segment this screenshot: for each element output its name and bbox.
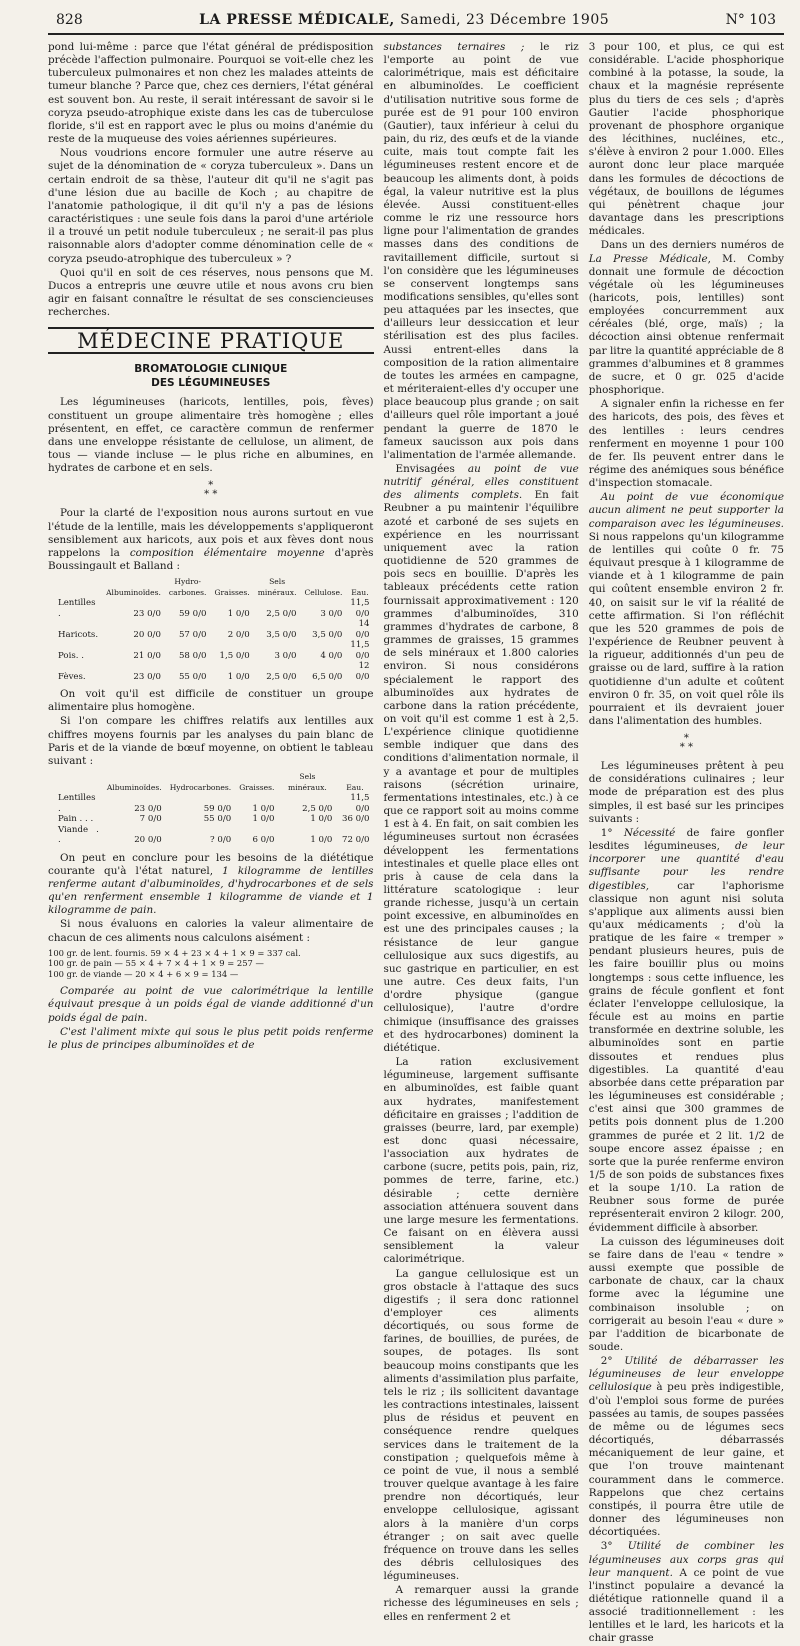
issue-date: Samedi, 23 Décembre 1905 (400, 12, 610, 28)
table-header: Sels minéraux. (288, 772, 327, 792)
table-header: Hydro-carbones. (168, 577, 207, 597)
text-italic: Utilité de combiner les légumineuses aux corps gras qui leur manquent. (588, 1540, 784, 1579)
text-italic: composition élémentaire moyenne (129, 546, 325, 559)
table-header (54, 577, 102, 598)
table-cell: 14 0/0 (355, 619, 370, 640)
text: Pour la clarté de l'exposition nous aurons surtout en vue l'étude de la lentille, mais les développements s'appliqueront sensiblement aux haricots, aux pois et aux fèves dont nous rappelons la (48, 507, 374, 559)
stars-separator: * * * (204, 480, 218, 501)
table-row (54, 814, 374, 825)
calorie-calculation (48, 948, 374, 980)
text-italic: substances ternaires ; (383, 41, 525, 53)
column-2 (383, 41, 579, 1623)
calc-line: 100 gr. de pain — 55 × 4 + 7 × 4 + 1 × 9 = 257 — (48, 958, 264, 969)
page-number: 828 (56, 12, 83, 28)
text-italic: La Presse Médicale (588, 252, 708, 265)
table-header: Hydrocarbones. (169, 782, 232, 792)
table-cell: 12 0/0 (355, 661, 370, 682)
table-cell: 58 0/0 (178, 650, 207, 661)
paragraph (48, 852, 374, 918)
journal-name: LA PRESSE MÉDICALE, (199, 12, 395, 28)
table-header-row (54, 772, 374, 793)
table-cell: 1 0/0 (310, 835, 333, 846)
paragraph: Les légumineuses (haricots, lentilles, pois, fèves) constituent un groupe alimentaire très homogène ; elles présentent, en effet, ce caractère commun de renfermer dans une enveloppe résistante de cellulose, un aliment, de tous — viande incluse — le plus riche en albumines, en hydrates de carbone et en sels. (48, 396, 374, 475)
table-header: Graisses. (239, 782, 275, 792)
text: 3° (600, 1540, 628, 1553)
paragraph: Les légumineuses prêtent à peu de considérations culinaires ; leur mode de préparation est des plus simples, il est basé sur les principes suivants : (588, 760, 784, 825)
text: A ce point de vue l'instinct populaire a devancé la diététique rationnelle quand il a associé traditionnellement : les lentilles et le lard, les haricots et la chair grasse (588, 1566, 784, 1645)
table-cell: 2 0/0 (227, 629, 250, 640)
comparison-table (54, 772, 374, 846)
table-cell: 3 0/0 (320, 608, 343, 619)
text: Si nous rappelons qu'un kilogramme de lentilles qui coûte 0 fr. 75 équivaut presque à 1 kilogramme de viande et à 1 kilogramme de pain qui coûtent ensemble environ 2 fr. 40, on saisit sur le vif la réalité de cette affirmation. Si l'on réfléchit que les 520 grammes de pois de l'expérience de Reubner peuvent à la rigueur, additionnés d'un peu de graisse ou de lard, suffire à la ration quotidienne d'un adulte et coûtent environ 0 fr. 35, on voit quel rôle ils pourraient et ils devraient jouer dans l'alimentation des humbles. (588, 530, 784, 727)
table-cell: 1 0/0 (252, 814, 275, 825)
table-row (54, 793, 374, 814)
table-row (54, 661, 374, 682)
column-3 (588, 41, 785, 1645)
table-row (54, 825, 374, 846)
text: de faire gonfler lesdites légumineuses, (588, 826, 785, 853)
paragraph: La gangue cellulosique est un gros obstacle à l'attaque des sucs digestifs ; il sera donc rationnel d'employer ces aliments décortiqués, ou sous forme de farines, de bouillies, de purées, de soupes, de potages. Ils sont beaucoup moins constipants que les aliments d'assimilation plus parfaite, tels le riz ; ils sollicitent davantage les contractions intestinales, laissent plus de résidus et peuvent en conséquence rendre quelques services dans le traitement de la constipation ; quelquefois même à ce point de vue, il nous a semblé trouver quelque avantage à les faire prendre non décortiqués, leur enveloppe cellulosique, agissant alors à la manière d'un corps étranger ; on sait avec quelle fréquence on trouve dans les selles des débris cellulosiques des légumineuses. (383, 1267, 579, 1583)
table-cell: 1 0/0 (227, 608, 250, 619)
table-cell: 23 0/0 (133, 608, 161, 619)
table-header (54, 772, 103, 793)
section-title: MÉDECINE PRATIQUE (48, 335, 374, 354)
paragraph: La ration exclusivement légumineuse, largement suffisante en albuminoïdes, est faible quant aux hydrates, manifestement déficitaire en graisses ; l'addition de graisses (beurre, lard, par exemple) est donc quasi nécessaire, l'association aux hydrates de carbone (sucre, petits pois, pain, riz, pommes de terre, farine, etc.) désirable ; cette dernière association atténuera souvent dans une large mesure les fermentations. Ce faisant on en élèvera aussi sensiblement la valeur calorimétrique. (383, 1056, 579, 1266)
table-cell: 2,5 0/0 (302, 803, 333, 814)
table-header: Sels minéraux. (257, 577, 297, 597)
paragraph (384, 41, 579, 462)
table-cell: 4 0/0 (320, 650, 343, 661)
paragraph: On voit qu'il est difficile de constituer un groupe alimentaire plus homogène. (48, 688, 374, 714)
table-header: Eau. (351, 587, 369, 597)
table-cell: 3 0/0 (274, 650, 297, 661)
text: En fait Reubner a pu maintenir l'équilibre azoté et carboné de ses sujets en expérience en les nourrissant uniquement avec la ration quotidienne de 520 grammes de pois secs en bouillie. D'après les tableaux précédents cette ration fournissait approximativement : 120 grammes d'albuminoïdes, 310 grammes d'hydrates de carbone, 8 grammes de graisses, 15 grammes de sels minéraux et 1.800 calories environ. Si nous considérons spécialement le rapport des albuminoïdes aux hydrates de carbone dans la ration précédente, on voit qu'il est comme 1 est à 2,5. L'expérience clinique quotidienne semble indiquer que dans des conditions d'alimentation normale, il y a avantage et pour de multiples raisons (sécrétion urinaire, fermentations intestinales, etc.) à ce que ce rapport soit au moins comme 1 est à 4. En fait, on sait combien les légumineuses surtout non écrasées développent les fermentations intestinales et quelle place elles ont pris à cause de cela dans la littérature scatologique : leur grande richesse, jusqu'à un certain point excessive, en albuminoïdes en est une des principales causes ; la résistance de leur gangue cellulosique aux sucs digestifs, au suc gastrique en particulier, en est une autre. Ces deux faits, l'un d'ordre physique (gangue cellulosique), l'autre d'ordre chimique (insuffisance des graisses et des hydrocarbones) dominent la diététique. (383, 489, 579, 1054)
table-cell: 7 0/0 (139, 814, 162, 825)
table-cell: 55 0/0 (178, 671, 207, 682)
text: On peut en conclure pour les besoins de la diététique courante qu'à l'état naturel, (48, 851, 374, 877)
table-cell: Pois. . (58, 650, 84, 661)
table-cell: Lentilles . (58, 598, 96, 619)
table-header: Graisses. (214, 587, 250, 597)
table-header-row (54, 577, 374, 598)
stars-separator: * * * (679, 733, 693, 754)
calc-line: 100 gr. de viande — 20 × 4 + 6 × 9 = 134 — (48, 968, 239, 979)
paragraph: La cuisson des légumineuses doit se faire dans de l'eau « tendre » aussi exempte que possible de carbonate de chaux, car la chaux forme avec la légumine une combinaison insoluble ; on corrigerait au besoin l'eau « dure » par l'addition de bicarbonate de soude. (588, 1235, 784, 1353)
text-italic: de leur incorporer une quantité d'eau suffisante pour les rendre digestibles, (588, 840, 784, 892)
table-header: Cellulose. (304, 587, 343, 597)
table-cell: 11,5 0/0 (350, 640, 370, 661)
paragraph: A signaler enfin la richesse en fer des haricots, des pois, des fèves et des lentilles : leurs cendres renferment en moyenne 1 pour 100 de fer. Ils peuvent entrer dans le régime des anémiques sous bénéfice d'inspection stomacale. (588, 398, 784, 490)
text: à peu près indigestible, d'où l'emploi sous forme de purées passées au tamis, de soupes passées de même ou de légumes secs décortiqués, débarrassés mécaniquement de leur gaine, et que l'on trouve maintenant couramment dans le commerce. Rappelons que chez certains constipés, il pourra être utile de donner des légumineuses non décortiquées. (588, 1381, 784, 1539)
table-cell: 55 0/0 (203, 814, 232, 825)
article-title (48, 362, 374, 390)
page-header (48, 10, 784, 35)
text: 2° (600, 1355, 625, 1368)
table-cell: Lentilles . (58, 793, 96, 814)
text-italic: 1 kilogramme de lentilles renferme autant d'albuminoïdes, d'hydrocarbones et de sels qu'en renferment ensemble 1 kilogramme de viande et 1 kilogramme de pain. (48, 864, 374, 917)
composition-table (54, 577, 374, 682)
table-cell: 3,5 0/0 (312, 629, 343, 640)
paragraph (48, 507, 374, 573)
text-italic: Utilité de débarrasser les légumineuses de leur enveloppe cellulosique (588, 1355, 784, 1394)
paragraph (48, 1026, 374, 1052)
article-title-line: DES LÉGUMINEUSES (151, 377, 271, 390)
table-cell: 3,5 0/0 (266, 629, 297, 640)
table-cell: 11,5 0/0 (350, 598, 370, 619)
text-italic: au point de vue calorimétrique la lentille équivaut presque à un poids égal de viande additionné d'un poids égal de pain. (48, 985, 374, 1024)
text: d'après Boussingault et Balland : (48, 546, 374, 572)
table-cell: 23 0/0 (134, 803, 162, 814)
table-header: Eau. (346, 782, 364, 792)
table-cell: 36 0/0 (342, 814, 370, 825)
table-cell: 21 0/0 (133, 650, 161, 661)
issue-number: N° 103 (725, 12, 776, 28)
table-cell: ? 0/0 (210, 835, 232, 846)
text-italic: C'est l'aliment mixte qui sous le plus petit poids renferme le plus de principes albuminoïdes et de (48, 1025, 374, 1051)
paragraph: pond lui-même : parce que l'état général de prédisposition précède l'affection pulmonaire. Pourquoi se voit-elle chez les tuberculeux pulmonaires et non chez les malades atteints de tumeur blanche ? Parce que, chez ces derniers, l'état général est souvent bon. Au reste, il serait intéressant de savoir si le coryza pseudo-atrophique existe dans les cas de tuberculose floride, s'il est en rapport avec le plus ou moins d'anémie du reste de la muqueuse des voies aériennes supérieures. (48, 41, 374, 146)
paragraph (589, 1355, 784, 1539)
table-cell: Viande . . (58, 824, 99, 846)
article-title-line: BROMATOLOGIE CLINIQUE (134, 363, 288, 376)
column-1 (48, 41, 374, 1081)
paragraph: Si nous évaluons en calories la valeur alimentaire de chacun de ces aliments nous calculons aisément : (48, 918, 374, 944)
calc-line: 100 gr. de lent. fournis. 59 × 4 + 23 × 4 + 1 × 9 = 337 cal. (48, 947, 301, 958)
paragraph: 3 pour 100, et plus, ce qui est considérable. L'acide phosphorique combiné à la potasse, la soude, la chaux et la magnésie représente plus du tiers de ces sels ; d'après Gautier l'acide phosphorique provenant de phosphore organique des lécithines, nucléines, etc., s'élève à environ 2 pour 1.000. Elles auront donc leur place marquée dans les formules de décoctions de végétaux, de bouillons de légumes qui pénètrent chaque jour davantage dans les prescriptions médicales. (588, 41, 784, 238)
table-cell: Haricots. (58, 629, 99, 640)
paragraph: Quoi qu'il en soit de ces réserves, nous pensons que M. Ducos a entrepris une œuvre utile et nous avons cru bien agir en faisant connaître le résultat de ses consciencieuses recherches. (48, 266, 374, 319)
table-cell: 59 0/0 (178, 608, 207, 619)
paragraph (384, 463, 579, 1055)
text-italic: Comparée (60, 985, 124, 998)
text: Dans un des derniers numéros de (600, 239, 784, 252)
columns (48, 41, 785, 1645)
table-cell: 57 0/0 (178, 629, 207, 640)
table-header: Albuminoïdes. (106, 782, 162, 792)
text: 1° (600, 826, 624, 839)
text: le riz l'emporte au point de vue calorimétrique, mais est déficitaire en albuminoïdes. Le coefficient d'utilisation nutritive sous forme de purée est de 91 pour 100 environ (Gautier), taux inférieur à celui du pain, du riz, des œufs et de la viande cuite, mais tout compte fait les légumineuses restent encore et de beaucoup les aliments dont, à poids égal, la valeur nutritive est la plus élevée. Aussi constituent-elles comme le riz une ressource hors ligne pour l'alimentation de grandes masses dans des conditions de ravitaillement difficile, surtout si l'on considère que les légumineuses se conservent longtemps sans modifications sensibles, qu'elles sont peu attaquées par les insectes, que d'ailleurs leur dessiccation et leur stérilisation est des plus faciles. Aussi entrent-elles dans la composition de la ration alimentaire de toutes les armées en campagne, et mériteraient-elles d'y occuper une place beaucoup plus grande ; on sait d'ailleurs quel rôle important a joué pendant la guerre de 1870 le fameux saucisson aux pois dans l'alimentation de l'armée allemande. (383, 41, 579, 461)
text: car l'aphorisme classique non agunt nisi soluta s'applique aux aliments aussi bien qu'aux médicaments ; d'où la pratique de les faire « tremper » pendant plusieurs heures, puis de les faire bouillir plus ou moins longtemps : sous cette influence, les grains de fécule gonflent et font éclater l'enveloppe cellulosique, la fécule est au moins en partie transformée en dextrine soluble, les albuminoïdes sont en partie dissoutes et rendues plus digestibles. La quantité d'eau absorbée dans cette préparation par les légumineuses est considérable ; c'est ainsi que 300 grammes de petits pois donnent plus de 1.200 grammes de purée et 2 lit. 1/2 de soupe encore assez épaisse ; en sorte que la purée renferme environ 1/5 de son poids de substances fixes et la soupe 1/10. La ration de Reubner sous forme de purée représenterait environ 2 kilogr. 200, évidemment difficile à absorber. (588, 879, 784, 1234)
paragraph (48, 985, 374, 1024)
table-cell: 6 0/0 (252, 835, 275, 846)
table-cell: 72 0/0 (342, 835, 370, 846)
table-cell: 1 0/0 (252, 803, 275, 814)
table-cell: 2,5 0/0 (266, 671, 297, 682)
table-cell: 1 0/0 (227, 671, 250, 682)
text: Envisagées (395, 463, 468, 475)
paragraph (589, 239, 784, 397)
table-cell: 1,5 0/0 (219, 650, 250, 661)
table-row (54, 619, 374, 640)
table-row (54, 640, 374, 661)
paragraph: A remarquer aussi la grande richesse des légumineuses en sels ; elles en renferment 2 et (383, 1584, 579, 1623)
text-italic: Nécessité (623, 826, 676, 839)
table-cell: 23 0/0 (133, 671, 161, 682)
table-cell: 20 0/0 (134, 835, 162, 846)
paragraph: Nous voudrions encore formuler une autre réserve au sujet de la dénomination de « coryza tuberculeux ». Dans un certain endroit de sa thèse, l'auteur dit qu'il ne s'agit pas d'une lésion due au bacille de Koch ; au chapitre de l'anatomie pathologique, il dit qu'il n'y a pas de lésions caractéristiques : une seule fois dans la paroi d'une artériole il a trouvé un petit nodule tuberculeux ; ne serait-il pas plus raisonnable alors d'adopter comme dénomination celle de « coryza pseudo-atrophique des tuberculeux » ? (48, 147, 374, 265)
masthead (199, 12, 609, 28)
paragraph (589, 1540, 784, 1645)
paragraph (589, 491, 784, 728)
table-row (54, 598, 374, 619)
table-cell: 20 0/0 (133, 629, 161, 640)
table-header: Albuminoïdes. (106, 587, 161, 597)
table-cell: 2,5 0/0 (266, 608, 297, 619)
paragraph (589, 827, 784, 1235)
table-cell: 6,5 0/0 (312, 671, 343, 682)
table-cell: 11,5 0/0 (350, 793, 370, 814)
table-cell: Pain . . . (58, 814, 94, 825)
table-cell: 59 0/0 (203, 803, 232, 814)
text-italic: Au point de vue économique aucun aliment ne peut supporter la comparaison avec les légumineuses. (588, 491, 784, 530)
text-italic: au point de vue nutritif général, elles constituent des aliments complets. (383, 463, 579, 502)
text: , M. Comby donnait une formule de décoction végétale où les légumineuses (haricots, pois, lentilles) sont employées concurremment aux céréales (blé, orge, maïs) ; la décoction ainsi obtenue renfermait par litre la quantité appréciable de 8 grammes d'albumines et 8 grammes de sucre, et 0 gr. 025 d'acide phosphorique. (588, 252, 784, 397)
table-cell: 1 0/0 (310, 814, 333, 825)
table-cell: Fèves. (58, 671, 86, 682)
paragraph: Si l'on compare les chiffres relatifs aux lentilles aux chiffres moyens fournis par les analyses du pain blanc de Paris et de la viande de bœuf moyenne, on obtient le tableau suivant : (48, 715, 374, 767)
